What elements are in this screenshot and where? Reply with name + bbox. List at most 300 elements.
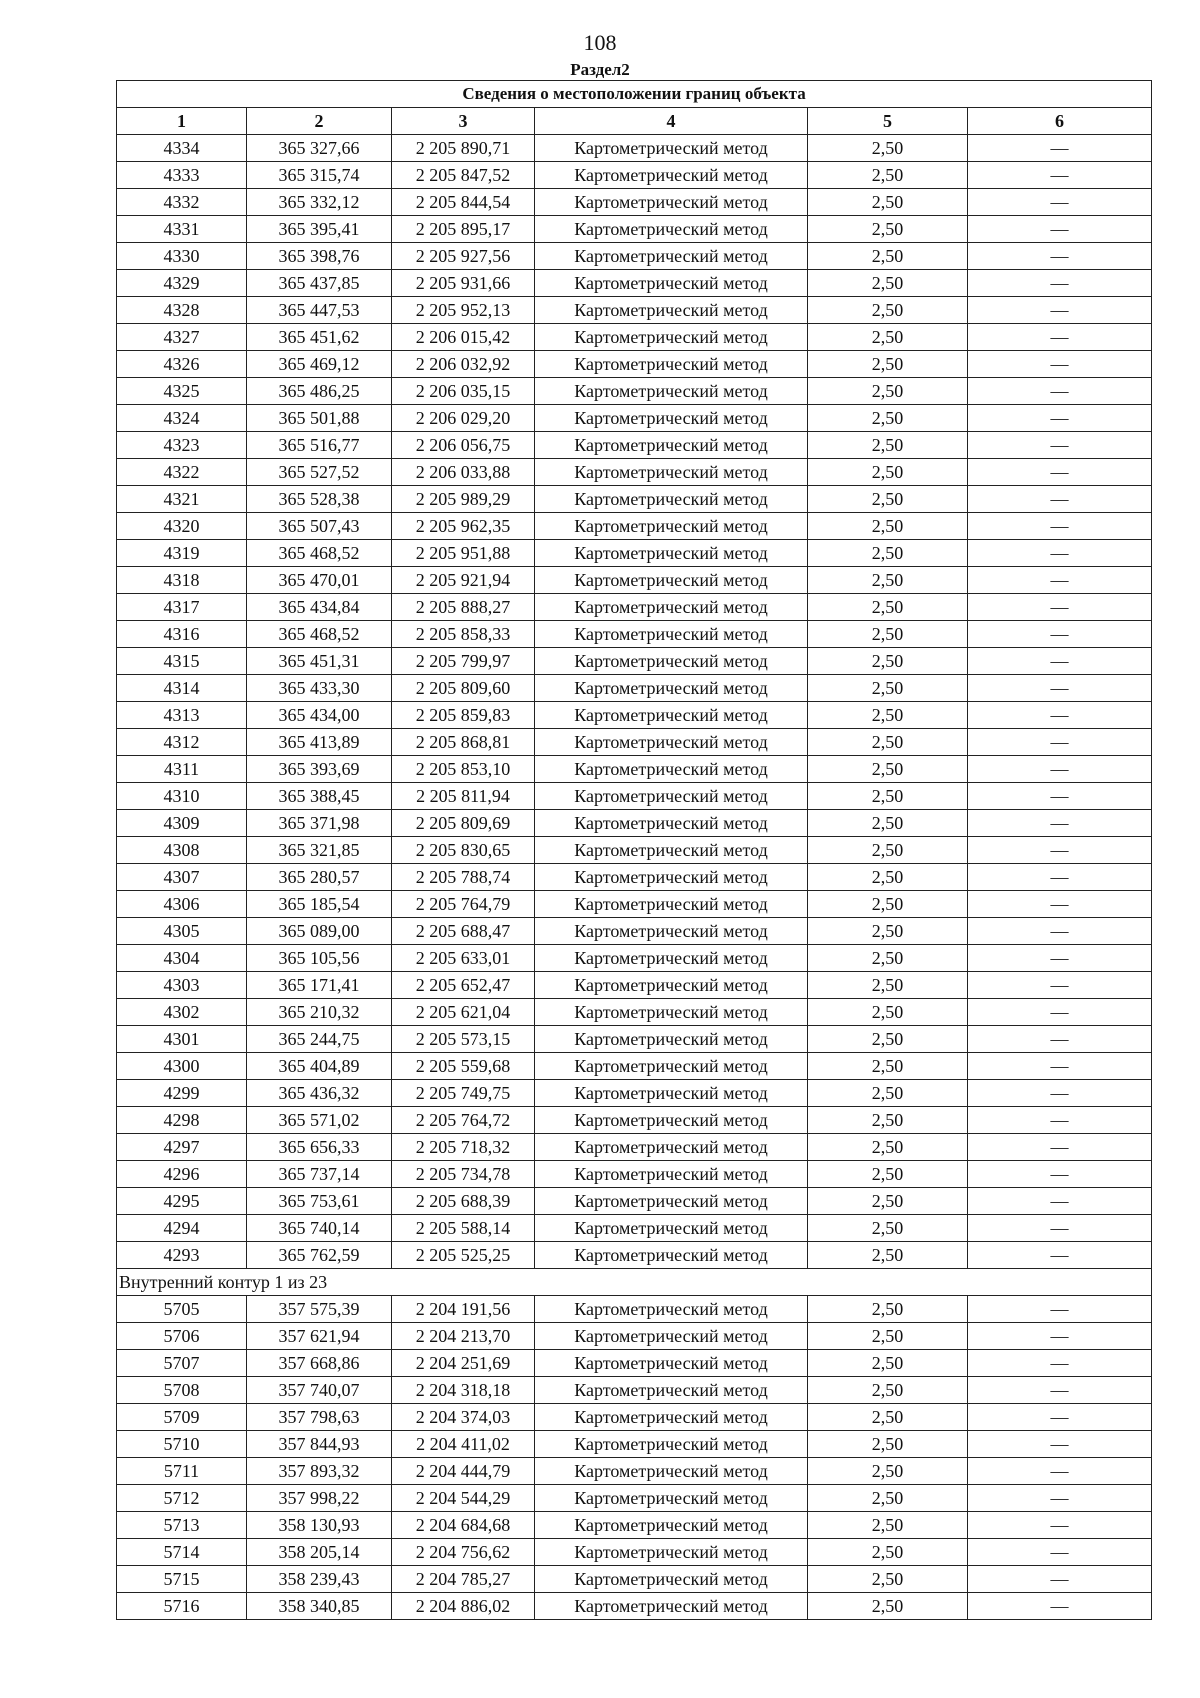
cell-description: — <box>968 918 1152 945</box>
table-row <box>117 432 1152 459</box>
table-row <box>117 1188 1152 1215</box>
cell-description: — <box>968 837 1152 864</box>
cell-coord-y: 2 204 318,18 <box>392 1377 535 1404</box>
cell-description: — <box>968 162 1152 189</box>
cell-coord-y: 2 204 785,27 <box>392 1566 535 1593</box>
cell-description: — <box>968 513 1152 540</box>
cell-coord-x: 357 893,32 <box>247 1458 392 1485</box>
cell-method: Картометрический метод <box>535 1215 808 1242</box>
cell-coord-x: 365 468,52 <box>247 540 392 567</box>
cell-description: — <box>968 891 1152 918</box>
cell-point-number: 4309 <box>117 810 247 837</box>
boundary-coordinates-table <box>116 80 1152 1620</box>
table-row <box>117 783 1152 810</box>
cell-coord-y: 2 205 652,47 <box>392 972 535 999</box>
cell-accuracy: 2,50 <box>808 189 968 216</box>
cell-coord-x: 365 447,53 <box>247 297 392 324</box>
cell-coord-y: 2 206 032,92 <box>392 351 535 378</box>
cell-method: Картометрический метод <box>535 432 808 459</box>
cell-accuracy: 2,50 <box>808 1323 968 1350</box>
cell-description: — <box>968 540 1152 567</box>
table-row <box>117 540 1152 567</box>
cell-point-number: 4313 <box>117 702 247 729</box>
column-header-3: 3 <box>392 108 535 135</box>
cell-point-number: 5714 <box>117 1539 247 1566</box>
cell-accuracy: 2,50 <box>808 162 968 189</box>
cell-coord-x: 365 315,74 <box>247 162 392 189</box>
cell-coord-x: 365 528,38 <box>247 486 392 513</box>
cell-accuracy: 2,50 <box>808 837 968 864</box>
cell-point-number: 5715 <box>117 1566 247 1593</box>
cell-point-number: 4303 <box>117 972 247 999</box>
cell-description: — <box>968 567 1152 594</box>
cell-method: Картометрический метод <box>535 378 808 405</box>
cell-coord-y: 2 206 056,75 <box>392 432 535 459</box>
cell-coord-x: 365 089,00 <box>247 918 392 945</box>
table-row <box>117 1566 1152 1593</box>
cell-coord-x: 365 451,62 <box>247 324 392 351</box>
cell-method: Картометрический метод <box>535 189 808 216</box>
cell-accuracy: 2,50 <box>808 1134 968 1161</box>
cell-description: — <box>968 1566 1152 1593</box>
cell-point-number: 4329 <box>117 270 247 297</box>
table-row <box>117 405 1152 432</box>
table-row <box>117 675 1152 702</box>
cell-point-number: 4322 <box>117 459 247 486</box>
cell-description: — <box>968 1377 1152 1404</box>
table-header <box>117 81 1152 135</box>
cell-method: Картометрический метод <box>535 891 808 918</box>
cell-coord-x: 365 753,61 <box>247 1188 392 1215</box>
cell-coord-x: 357 798,63 <box>247 1404 392 1431</box>
cell-accuracy: 2,50 <box>808 918 968 945</box>
table-row <box>117 891 1152 918</box>
cell-coord-y: 2 205 888,27 <box>392 594 535 621</box>
cell-method: Картометрический метод <box>535 486 808 513</box>
cell-point-number: 4300 <box>117 1053 247 1080</box>
cell-coord-x: 365 436,32 <box>247 1080 392 1107</box>
table-row <box>117 1323 1152 1350</box>
cell-accuracy: 2,50 <box>808 621 968 648</box>
table-row <box>117 162 1152 189</box>
cell-method: Картометрический метод <box>535 270 808 297</box>
table-row <box>117 513 1152 540</box>
column-header-row <box>117 108 1152 135</box>
cell-method: Картометрический метод <box>535 1107 808 1134</box>
cell-method: Картометрический метод <box>535 297 808 324</box>
cell-method: Картометрический метод <box>535 1404 808 1431</box>
cell-accuracy: 2,50 <box>808 1350 968 1377</box>
table-row <box>117 1593 1152 1620</box>
cell-coord-y: 2 204 213,70 <box>392 1323 535 1350</box>
cell-coord-y: 2 205 688,39 <box>392 1188 535 1215</box>
cell-description: — <box>968 1404 1152 1431</box>
table-row <box>117 1053 1152 1080</box>
table-row <box>117 621 1152 648</box>
cell-method: Картометрический метод <box>535 405 808 432</box>
table-row <box>117 1431 1152 1458</box>
page-number: 108 <box>583 30 617 55</box>
cell-accuracy: 2,50 <box>808 540 968 567</box>
cell-coord-y: 2 205 927,56 <box>392 243 535 270</box>
table-row <box>117 135 1152 162</box>
cell-description: — <box>968 864 1152 891</box>
cell-description: — <box>968 1161 1152 1188</box>
cell-coord-x: 365 280,57 <box>247 864 392 891</box>
cell-description: — <box>968 1242 1152 1269</box>
cell-coord-x: 358 205,14 <box>247 1539 392 1566</box>
cell-coord-x: 365 434,84 <box>247 594 392 621</box>
contour-label-row <box>117 1269 1152 1296</box>
cell-point-number: 5706 <box>117 1323 247 1350</box>
cell-point-number: 4323 <box>117 432 247 459</box>
table-row <box>117 972 1152 999</box>
cell-accuracy: 2,50 <box>808 1404 968 1431</box>
cell-point-number: 4315 <box>117 648 247 675</box>
cell-accuracy: 2,50 <box>808 729 968 756</box>
table-row <box>117 1512 1152 1539</box>
cell-coord-y: 2 205 525,25 <box>392 1242 535 1269</box>
cell-point-number: 4328 <box>117 297 247 324</box>
cell-coord-x: 358 340,85 <box>247 1593 392 1620</box>
table-row <box>117 999 1152 1026</box>
table-row <box>117 1026 1152 1053</box>
cell-coord-y: 2 204 444,79 <box>392 1458 535 1485</box>
cell-coord-y: 2 205 749,75 <box>392 1080 535 1107</box>
table-body <box>117 135 1152 1620</box>
cell-method: Картометрический метод <box>535 1593 808 1620</box>
cell-description: — <box>968 1350 1152 1377</box>
cell-coord-x: 365 527,52 <box>247 459 392 486</box>
cell-coord-y: 2 205 588,14 <box>392 1215 535 1242</box>
cell-accuracy: 2,50 <box>808 1242 968 1269</box>
cell-accuracy: 2,50 <box>808 324 968 351</box>
cell-accuracy: 2,50 <box>808 1080 968 1107</box>
cell-method: Картометрический метод <box>535 1512 808 1539</box>
cell-description: — <box>968 1296 1152 1323</box>
cell-point-number: 4304 <box>117 945 247 972</box>
cell-accuracy: 2,50 <box>808 1026 968 1053</box>
cell-accuracy: 2,50 <box>808 486 968 513</box>
cell-description: — <box>968 1215 1152 1242</box>
cell-method: Картометрический метод <box>535 702 808 729</box>
table-caption: Сведения о местоположении границ объекта <box>117 81 1152 108</box>
cell-point-number: 4316 <box>117 621 247 648</box>
cell-accuracy: 2,50 <box>808 1485 968 1512</box>
table-row <box>117 1539 1152 1566</box>
cell-point-number: 4306 <box>117 891 247 918</box>
cell-accuracy: 2,50 <box>808 459 968 486</box>
cell-method: Картометрический метод <box>535 1485 808 1512</box>
cell-coord-x: 365 656,33 <box>247 1134 392 1161</box>
cell-coord-x: 365 171,41 <box>247 972 392 999</box>
cell-description: — <box>968 135 1152 162</box>
cell-method: Картометрический метод <box>535 972 808 999</box>
cell-method: Картометрический метод <box>535 540 808 567</box>
cell-point-number: 4307 <box>117 864 247 891</box>
cell-point-number: 4326 <box>117 351 247 378</box>
cell-point-number: 5711 <box>117 1458 247 1485</box>
cell-accuracy: 2,50 <box>808 945 968 972</box>
cell-coord-x: 365 388,45 <box>247 783 392 810</box>
cell-coord-y: 2 205 559,68 <box>392 1053 535 1080</box>
cell-coord-x: 357 621,94 <box>247 1323 392 1350</box>
table-row <box>117 567 1152 594</box>
cell-point-number: 4333 <box>117 162 247 189</box>
cell-point-number: 4314 <box>117 675 247 702</box>
table-row <box>117 918 1152 945</box>
cell-coord-y: 2 205 830,65 <box>392 837 535 864</box>
cell-coord-x: 365 327,66 <box>247 135 392 162</box>
table-row <box>117 594 1152 621</box>
cell-accuracy: 2,50 <box>808 1512 968 1539</box>
cell-method: Картометрический метод <box>535 729 808 756</box>
table-row <box>117 216 1152 243</box>
table-row <box>117 189 1152 216</box>
cell-method: Картометрический метод <box>535 1323 808 1350</box>
cell-coord-y: 2 204 544,29 <box>392 1485 535 1512</box>
cell-coord-x: 365 404,89 <box>247 1053 392 1080</box>
cell-coord-x: 365 105,56 <box>247 945 392 972</box>
cell-accuracy: 2,50 <box>808 135 968 162</box>
cell-coord-y: 2 205 688,47 <box>392 918 535 945</box>
cell-coord-y: 2 205 633,01 <box>392 945 535 972</box>
cell-point-number: 4305 <box>117 918 247 945</box>
cell-description: — <box>968 1458 1152 1485</box>
cell-point-number: 4331 <box>117 216 247 243</box>
cell-accuracy: 2,50 <box>808 432 968 459</box>
cell-accuracy: 2,50 <box>808 297 968 324</box>
cell-accuracy: 2,50 <box>808 702 968 729</box>
cell-description: — <box>968 594 1152 621</box>
cell-method: Картометрический метод <box>535 1188 808 1215</box>
cell-coord-x: 365 433,30 <box>247 675 392 702</box>
cell-accuracy: 2,50 <box>808 216 968 243</box>
cell-coord-y: 2 204 191,56 <box>392 1296 535 1323</box>
cell-description: — <box>968 1188 1152 1215</box>
cell-accuracy: 2,50 <box>808 1539 968 1566</box>
cell-method: Картометрический метод <box>535 810 808 837</box>
cell-point-number: 4308 <box>117 837 247 864</box>
table-row <box>117 486 1152 513</box>
cell-coord-y: 2 205 847,52 <box>392 162 535 189</box>
column-header-1: 1 <box>117 108 247 135</box>
cell-coord-x: 357 740,07 <box>247 1377 392 1404</box>
table-row <box>117 270 1152 297</box>
cell-coord-x: 365 437,85 <box>247 270 392 297</box>
cell-coord-y: 2 204 251,69 <box>392 1350 535 1377</box>
column-header-6: 6 <box>968 108 1152 135</box>
table-row <box>117 810 1152 837</box>
cell-accuracy: 2,50 <box>808 999 968 1026</box>
cell-method: Картометрический метод <box>535 162 808 189</box>
table-row <box>117 351 1152 378</box>
cell-description: — <box>968 702 1152 729</box>
table-row <box>117 864 1152 891</box>
cell-coord-x: 357 998,22 <box>247 1485 392 1512</box>
cell-coord-y: 2 205 809,69 <box>392 810 535 837</box>
cell-coord-x: 358 239,43 <box>247 1566 392 1593</box>
cell-method: Картометрический метод <box>535 864 808 891</box>
cell-coord-y: 2 204 756,62 <box>392 1539 535 1566</box>
cell-point-number: 5713 <box>117 1512 247 1539</box>
cell-accuracy: 2,50 <box>808 1593 968 1620</box>
cell-description: — <box>968 1485 1152 1512</box>
cell-description: — <box>968 1080 1152 1107</box>
cell-coord-x: 365 507,43 <box>247 513 392 540</box>
cell-accuracy: 2,50 <box>808 594 968 621</box>
cell-accuracy: 2,50 <box>808 1566 968 1593</box>
cell-coord-y: 2 205 921,94 <box>392 567 535 594</box>
cell-coord-y: 2 205 989,29 <box>392 486 535 513</box>
cell-coord-y: 2 204 411,02 <box>392 1431 535 1458</box>
cell-coord-x: 365 398,76 <box>247 243 392 270</box>
cell-coord-y: 2 204 886,02 <box>392 1593 535 1620</box>
table-row <box>117 837 1152 864</box>
cell-method: Картометрический метод <box>535 1161 808 1188</box>
table-row <box>117 1107 1152 1134</box>
cell-method: Картометрический метод <box>535 1539 808 1566</box>
table-row <box>117 243 1152 270</box>
cell-point-number: 4334 <box>117 135 247 162</box>
cell-point-number: 4330 <box>117 243 247 270</box>
cell-coord-x: 365 185,54 <box>247 891 392 918</box>
cell-description: — <box>968 1026 1152 1053</box>
cell-method: Картометрический метод <box>535 459 808 486</box>
cell-description: — <box>968 945 1152 972</box>
cell-coord-y: 2 206 035,15 <box>392 378 535 405</box>
cell-method: Картометрический метод <box>535 1242 808 1269</box>
cell-point-number: 5705 <box>117 1296 247 1323</box>
cell-accuracy: 2,50 <box>808 405 968 432</box>
cell-coord-y: 2 205 764,79 <box>392 891 535 918</box>
cell-point-number: 4327 <box>117 324 247 351</box>
table-row <box>117 1485 1152 1512</box>
cell-coord-x: 365 737,14 <box>247 1161 392 1188</box>
table-row <box>117 297 1152 324</box>
cell-accuracy: 2,50 <box>808 513 968 540</box>
cell-description: — <box>968 972 1152 999</box>
cell-method: Картометрический метод <box>535 1566 808 1593</box>
cell-point-number: 4310 <box>117 783 247 810</box>
cell-point-number: 5708 <box>117 1377 247 1404</box>
cell-description: — <box>968 324 1152 351</box>
cell-description: — <box>968 675 1152 702</box>
cell-point-number: 4312 <box>117 729 247 756</box>
cell-coord-y: 2 204 684,68 <box>392 1512 535 1539</box>
cell-description: — <box>968 405 1152 432</box>
cell-coord-y: 2 205 931,66 <box>392 270 535 297</box>
cell-coord-x: 365 468,52 <box>247 621 392 648</box>
cell-description: — <box>968 1512 1152 1539</box>
cell-description: — <box>968 216 1152 243</box>
cell-description: — <box>968 1431 1152 1458</box>
cell-point-number: 4297 <box>117 1134 247 1161</box>
cell-coord-x: 365 371,98 <box>247 810 392 837</box>
cell-description: — <box>968 1539 1152 1566</box>
cell-description: — <box>968 270 1152 297</box>
cell-description: — <box>968 1323 1152 1350</box>
cell-accuracy: 2,50 <box>808 1053 968 1080</box>
cell-method: Картометрический метод <box>535 324 808 351</box>
cell-description: — <box>968 621 1152 648</box>
cell-coord-y: 2 206 033,88 <box>392 459 535 486</box>
cell-description: — <box>968 486 1152 513</box>
cell-accuracy: 2,50 <box>808 972 968 999</box>
cell-method: Картометрический метод <box>535 648 808 675</box>
cell-method: Картометрический метод <box>535 999 808 1026</box>
cell-description: — <box>968 999 1152 1026</box>
cell-method: Картометрический метод <box>535 1026 808 1053</box>
cell-method: Картометрический метод <box>535 1296 808 1323</box>
cell-accuracy: 2,50 <box>808 648 968 675</box>
cell-point-number: 4295 <box>117 1188 247 1215</box>
cell-coord-x: 357 575,39 <box>247 1296 392 1323</box>
cell-method: Картометрический метод <box>535 243 808 270</box>
cell-point-number: 4298 <box>117 1107 247 1134</box>
cell-coord-y: 2 205 573,15 <box>392 1026 535 1053</box>
cell-method: Картометрический метод <box>535 1377 808 1404</box>
cell-point-number: 4294 <box>117 1215 247 1242</box>
table-row <box>117 945 1152 972</box>
table-row <box>117 1134 1152 1161</box>
cell-accuracy: 2,50 <box>808 783 968 810</box>
cell-coord-x: 365 210,32 <box>247 999 392 1026</box>
cell-point-number: 5707 <box>117 1350 247 1377</box>
cell-coord-x: 365 762,59 <box>247 1242 392 1269</box>
cell-method: Картометрический метод <box>535 837 808 864</box>
cell-coord-x: 365 740,14 <box>247 1215 392 1242</box>
table-row <box>117 648 1152 675</box>
table-row <box>117 729 1152 756</box>
cell-coord-y: 2 205 799,97 <box>392 648 535 675</box>
cell-method: Картометрический метод <box>535 675 808 702</box>
cell-method: Картометрический метод <box>535 783 808 810</box>
cell-accuracy: 2,50 <box>808 1377 968 1404</box>
cell-point-number: 5709 <box>117 1404 247 1431</box>
cell-accuracy: 2,50 <box>808 1188 968 1215</box>
table-row <box>117 1080 1152 1107</box>
cell-method: Картометрический метод <box>535 1053 808 1080</box>
table-row <box>117 459 1152 486</box>
cell-coord-x: 365 486,25 <box>247 378 392 405</box>
cell-accuracy: 2,50 <box>808 270 968 297</box>
cell-method: Картометрический метод <box>535 216 808 243</box>
cell-coord-y: 2 205 788,74 <box>392 864 535 891</box>
cell-description: — <box>968 432 1152 459</box>
cell-method: Картометрический метод <box>535 1134 808 1161</box>
cell-description: — <box>968 1593 1152 1620</box>
cell-coord-x: 365 395,41 <box>247 216 392 243</box>
cell-coord-y: 2 205 621,04 <box>392 999 535 1026</box>
cell-coord-x: 365 413,89 <box>247 729 392 756</box>
cell-coord-x: 358 130,93 <box>247 1512 392 1539</box>
cell-method: Картометрический метод <box>535 351 808 378</box>
table-row <box>117 756 1152 783</box>
cell-description: — <box>968 783 1152 810</box>
cell-description: — <box>968 756 1152 783</box>
cell-coord-y: 2 205 951,88 <box>392 540 535 567</box>
cell-accuracy: 2,50 <box>808 567 968 594</box>
cell-accuracy: 2,50 <box>808 351 968 378</box>
cell-point-number: 4299 <box>117 1080 247 1107</box>
table-row <box>117 1215 1152 1242</box>
cell-description: — <box>968 648 1152 675</box>
cell-coord-y: 2 205 859,83 <box>392 702 535 729</box>
cell-point-number: 4321 <box>117 486 247 513</box>
cell-coord-y: 2 205 962,35 <box>392 513 535 540</box>
cell-description: — <box>968 189 1152 216</box>
